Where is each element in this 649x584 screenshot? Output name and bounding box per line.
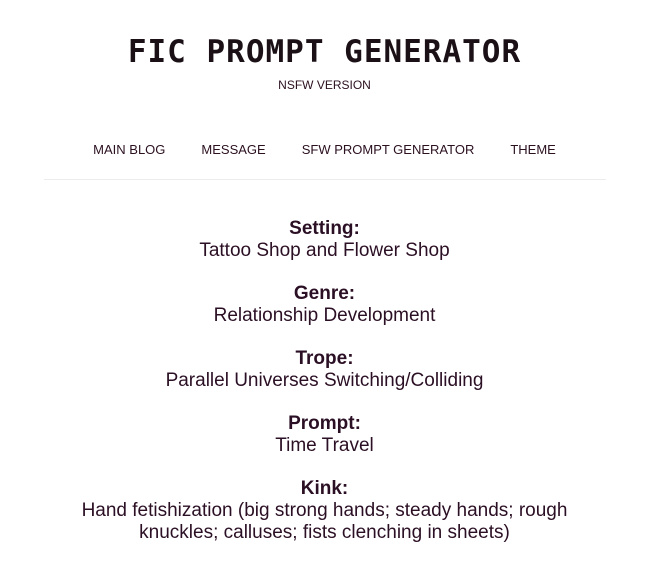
- prompt-content: [0, 218, 649, 544]
- trope-field: [0, 348, 649, 392]
- site-subtitle: NSFW VERSION: [278, 78, 371, 92]
- kink-value: Hand fetishization (big strong hands; steady hands; rough knuckles; calluses; fists clenching in sheets): [81, 500, 568, 543]
- nav-divider: [44, 179, 606, 180]
- setting-field: [0, 218, 649, 262]
- prompt-value: Time Travel: [275, 435, 374, 456]
- setting-value: Tattoo Shop and Flower Shop: [199, 240, 450, 261]
- prompt-label: Prompt:: [288, 413, 361, 434]
- genre-value: Relationship Development: [213, 305, 436, 326]
- main-nav: [0, 142, 649, 158]
- site-header: [0, 0, 649, 93]
- nav-link-sfw-prompt-generator[interactable]: SFW PROMPT GENERATOR: [301, 142, 475, 157]
- kink-label: Kink:: [300, 478, 349, 499]
- nav-link-main-blog[interactable]: MAIN BLOG: [93, 142, 166, 157]
- setting-label: Setting:: [289, 218, 360, 239]
- genre-label: Genre:: [293, 283, 356, 304]
- genre-field: [0, 283, 649, 327]
- trope-value: Parallel Universes Switching/Colliding: [165, 370, 484, 391]
- prompt-field: [0, 413, 649, 457]
- nav-link-message[interactable]: MESSAGE: [201, 142, 266, 157]
- nav-link-theme[interactable]: THEME: [510, 142, 556, 157]
- site-title[interactable]: FIC PROMPT GENERATOR: [127, 34, 522, 70]
- trope-label: Trope:: [295, 348, 354, 369]
- kink-field: [0, 478, 649, 544]
